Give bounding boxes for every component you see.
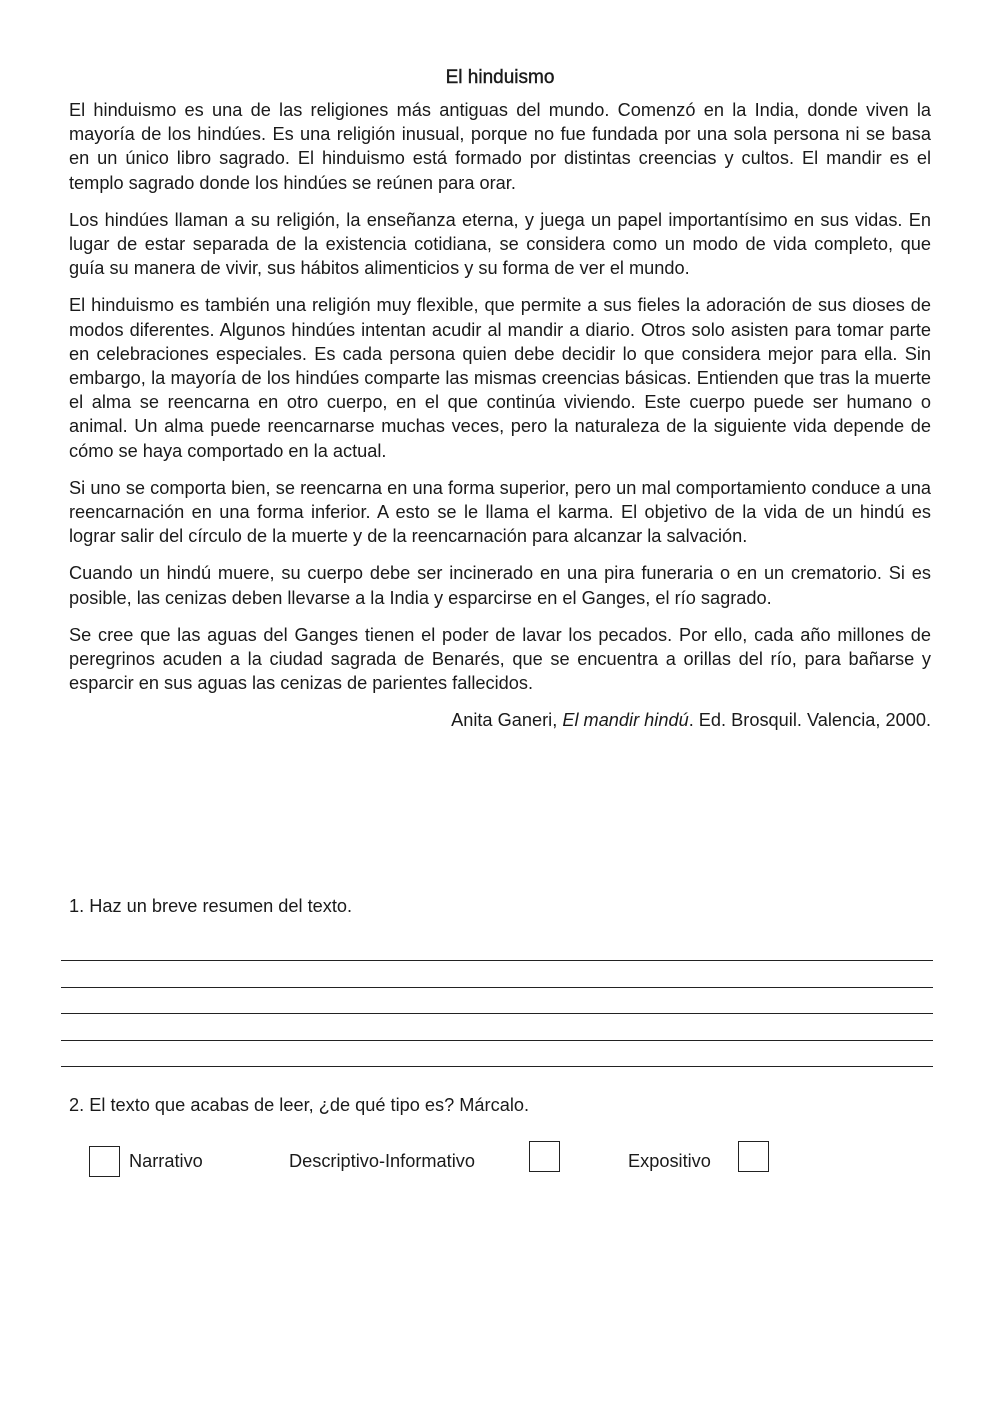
answer-area[interactable]: [61, 960, 933, 1067]
text-type-options: [0, 1138, 1000, 1182]
source-citation: [69, 708, 931, 732]
answer-line[interactable]: [61, 1041, 933, 1068]
answer-line[interactable]: [61, 988, 933, 1015]
answer-line[interactable]: [61, 961, 933, 988]
paragraph-3: El hinduismo es también una religión muy flexible, que permite a sus fieles la adoración de sus dioses de modos diferentes. Algunos hindúes intentan acudir al mandir a diario. Otros solo asisten para tomar parte en celebraciones especiales. Es cada persona quien debe decidir lo que considera mejor para ella. Sin embargo, la mayoría de los hindúes comparte las mismas creencias básicas. Entienden que tras la muerte el alma se reencarna en otro cuerpo, en el que continúa viviendo. Este cuerpo puede ser humano o animal. Un alma puede reencarnarse muchas veces, pero la naturaleza de la siguiente vida depende de cómo se haya comportado en la actual.: [69, 295, 931, 461]
checkbox-descriptivo-informativo[interactable]: [529, 1141, 560, 1172]
paragraph-1: El hinduismo es una de las religiones más antiguas del mundo. Comenzó en la India, donde viven la mayoría de los hindúes. Es una religión inusual, porque no fue fundada por una sola persona ni se basa en un único libro sagrado. El hinduismo está formado por distintas creencias y cultos. El mandir es el templo sagrado donde los hindúes se reúnen para orar.: [69, 100, 931, 193]
paragraph-6: Se cree que las aguas del Ganges tienen el poder de lavar los pecados. Por ello, cada año millones de peregrinos acuden a la ciudad sagrada de Benarés, que se encuentra a orillas del río, para bañarse y esparcir en sus aguas las cenizas de parientes fallecidos.: [69, 624, 931, 694]
checkbox-narrativo[interactable]: [89, 1146, 120, 1177]
option-label-expositivo: Expositivo: [628, 1151, 711, 1171]
option-label-narrativo: Narrativo: [129, 1151, 203, 1171]
document-title: El hinduismo: [445, 67, 555, 88]
source-publisher: . Ed. Brosquil. Valencia, 2000.: [688, 710, 931, 731]
paragraph-4: Si uno se comporta bien, se reencarna en una forma superior, pero un mal comportamiento conduce a una reencarnación en una forma inferior. A esto se le llama el karma. El objetivo de la vida de un hindú es lograr salir del círculo de la muerte y de la reencarnación para alcanzar la salvación.: [69, 477, 931, 547]
source-book-title: El mandir hindú: [562, 710, 689, 731]
question-1: 1. Haz un breve resumen del texto.: [69, 896, 353, 916]
paragraph-2: Los hindúes llaman a su religión, la enseñanza eterna, y juega un papel importantísimo en sus vidas. En lugar de estar separada de la existencia cotidiana, se considera como un modo de vida completo, que guía su manera de vivir, sus hábitos alimenticios y su forma de ver el mundo.: [69, 209, 931, 279]
paragraph-5: Cuando un hindú muere, su cuerpo debe ser incinerado en una pira funeraria o en un crematorio. Si es posible, las cenizas deben llevarse a la India y esparcirse en el Ganges, el río sagrado.: [69, 563, 931, 608]
option-label-descriptivo-informativo: Descriptivo-Informativo: [289, 1151, 475, 1171]
answer-line[interactable]: [61, 1014, 933, 1041]
checkbox-expositivo[interactable]: [738, 1141, 769, 1172]
question-2: 2. El texto que acabas de leer, ¿de qué tipo es? Márcalo.: [69, 1095, 530, 1115]
source-author: Anita Ganeri,: [451, 710, 558, 731]
reading-text: [69, 64, 931, 732]
